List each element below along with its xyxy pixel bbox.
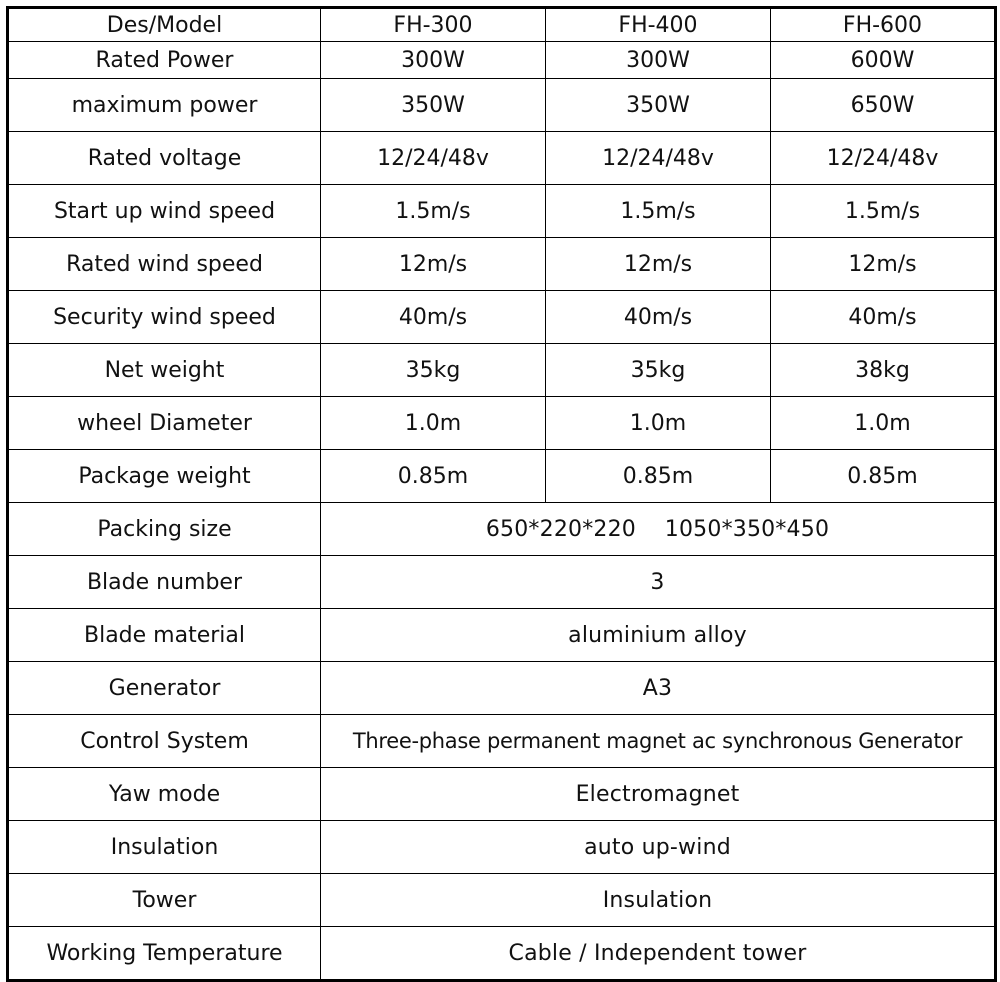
table-cell-merged: aluminium alloy <box>321 609 996 662</box>
table-cell: 1.5m/s <box>321 185 546 238</box>
row-label: Packing size <box>8 503 321 556</box>
table-cell: 35kg <box>321 344 546 397</box>
table-cell: 0.85m <box>546 450 771 503</box>
table-cell-merged: Cable / Independent tower <box>321 927 996 981</box>
header-cell-fh-600: FH-600 <box>771 8 996 42</box>
header-cell-label: Des/Model <box>8 8 321 42</box>
table-row <box>8 821 996 874</box>
table-row <box>8 715 996 768</box>
table-row <box>8 874 996 927</box>
row-label: Rated wind speed <box>8 238 321 291</box>
table-row <box>8 662 996 715</box>
header-cell-fh-300: FH-300 <box>321 8 546 42</box>
row-label: Yaw mode <box>8 768 321 821</box>
table-cell-merged: Electromagnet <box>321 768 996 821</box>
row-label: Start up wind speed <box>8 185 321 238</box>
table-row <box>8 291 996 344</box>
table-cell: 1.0m <box>771 397 996 450</box>
table-cell: 1.0m <box>321 397 546 450</box>
table-cell-merged: 650*220*220 1050*350*450 <box>321 503 996 556</box>
row-label: Security wind speed <box>8 291 321 344</box>
table-cell: 12m/s <box>321 238 546 291</box>
header-row <box>8 8 996 42</box>
row-label: Blade material <box>8 609 321 662</box>
table-cell: 300W <box>321 42 546 79</box>
table-cell: 12/24/48v <box>321 132 546 185</box>
row-label: Working Temperature <box>8 927 321 981</box>
table-cell: 12/24/48v <box>771 132 996 185</box>
table-cell: 35kg <box>546 344 771 397</box>
row-label: Control System <box>8 715 321 768</box>
table-cell-merged: Insulation <box>321 874 996 927</box>
table-row <box>8 344 996 397</box>
table-cell: 1.5m/s <box>546 185 771 238</box>
row-label: Insulation <box>8 821 321 874</box>
header-cell-fh-400: FH-400 <box>546 8 771 42</box>
row-label: Rated voltage <box>8 132 321 185</box>
table-cell: 1.0m <box>546 397 771 450</box>
table-cell: 350W <box>321 79 546 132</box>
table-cell: 40m/s <box>546 291 771 344</box>
table-cell: 650W <box>771 79 996 132</box>
table-row <box>8 450 996 503</box>
row-label: Rated Power <box>8 42 321 79</box>
table-row <box>8 503 996 556</box>
table-cell-merged: A3 <box>321 662 996 715</box>
spec-table-container <box>6 6 994 966</box>
table-row <box>8 609 996 662</box>
table-cell: 38kg <box>771 344 996 397</box>
table-row <box>8 42 996 79</box>
table-row <box>8 79 996 132</box>
table-row <box>8 768 996 821</box>
table-cell: 0.85m <box>321 450 546 503</box>
row-label: Package weight <box>8 450 321 503</box>
row-label: Tower <box>8 874 321 927</box>
table-cell: 1.5m/s <box>771 185 996 238</box>
table-row <box>8 185 996 238</box>
table-row <box>8 927 996 981</box>
table-cell-merged: auto up-wind <box>321 821 996 874</box>
table-cell-merged: 3 <box>321 556 996 609</box>
table-cell: 600W <box>771 42 996 79</box>
table-cell: 12m/s <box>771 238 996 291</box>
table-cell: 12m/s <box>546 238 771 291</box>
table-row <box>8 238 996 291</box>
table-row <box>8 397 996 450</box>
row-label: Generator <box>8 662 321 715</box>
table-cell: 350W <box>546 79 771 132</box>
table-cell: 40m/s <box>771 291 996 344</box>
table-row <box>8 556 996 609</box>
row-label: maximum power <box>8 79 321 132</box>
row-label: Net weight <box>8 344 321 397</box>
row-label: Blade number <box>8 556 321 609</box>
table-cell: 0.85m <box>771 450 996 503</box>
table-cell: 12/24/48v <box>546 132 771 185</box>
row-label: wheel Diameter <box>8 397 321 450</box>
table-cell: 40m/s <box>321 291 546 344</box>
table-row <box>8 132 996 185</box>
table-cell-merged: Three-phase permanent magnet ac synchronous Generator <box>321 715 996 768</box>
spec-table <box>6 6 997 982</box>
table-cell: 300W <box>546 42 771 79</box>
